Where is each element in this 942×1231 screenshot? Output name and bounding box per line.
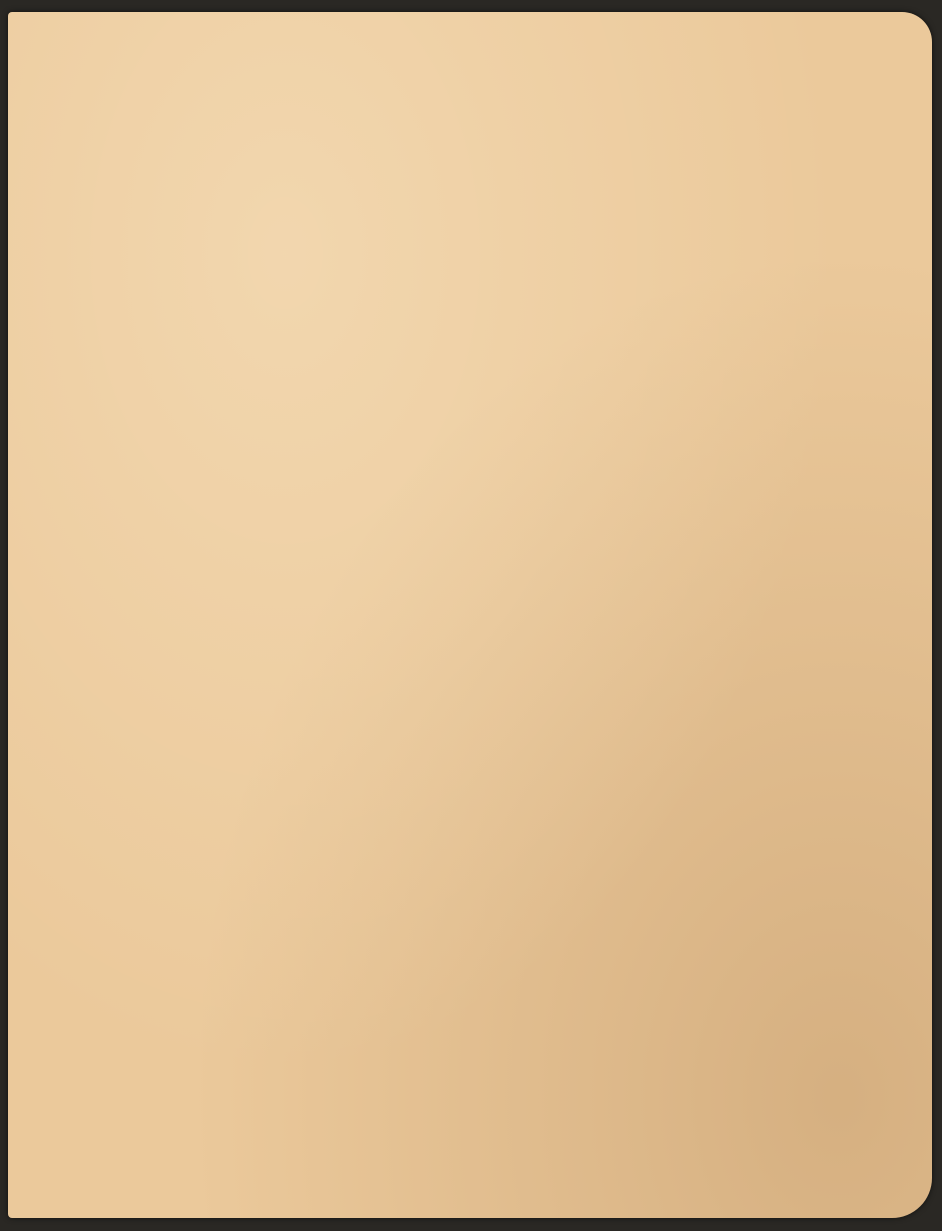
document-page <box>8 12 932 1218</box>
